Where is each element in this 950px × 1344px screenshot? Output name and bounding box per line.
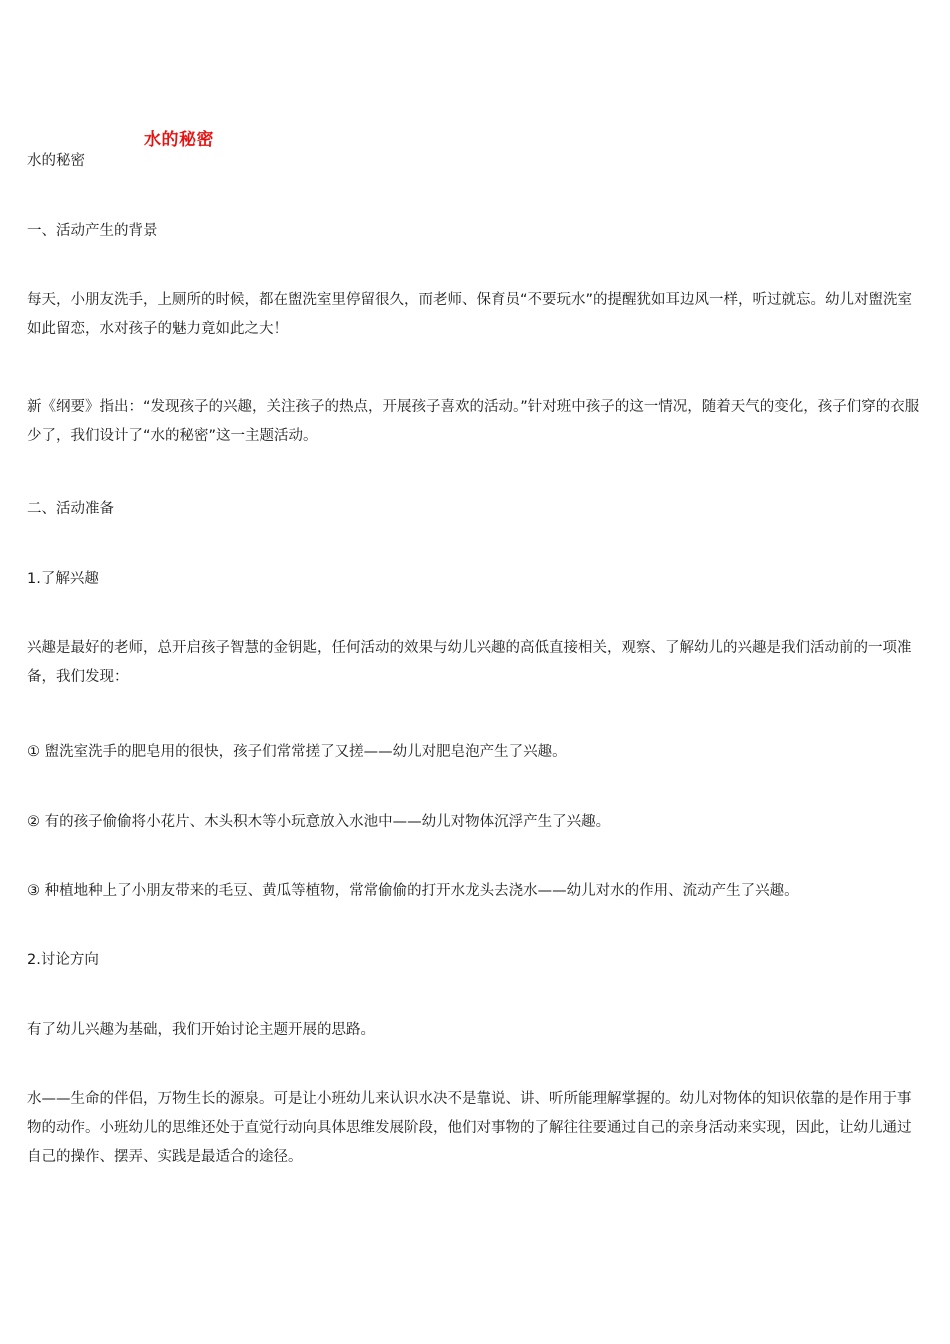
list-item: ③ 种植地种上了小朋友带来的毛豆、黄瓜等植物，常常偷偷的打开水龙头去浇水——幼儿对水的作用、流动产生了兴趣。 [27,883,799,899]
section-heading-preparation: 二、活动准备 [27,501,114,517]
document-subtitle: 水的秘密 [27,153,85,169]
section-heading-background: 一、活动产生的背景 [27,223,158,239]
paragraph-interest: 兴趣是最好的老师，总开启孩子智慧的金钥匙，任何活动的效果与幼儿兴趣的高低直接相关，观察、了解幼儿的兴趣是我们活动前的一项准备，我们发现： [27,640,912,685]
paragraph-background-1: 每天，小朋友洗手，上厕所的时候，都在盥洗室里停留很久，而老师、保育员“不要玩水”的提醒犹如耳边风一样，听过就忘。幼儿对盥洗室如此留恋，水对孩子的魅力竟如此之大！ [27,292,913,337]
list-item: ① 盥洗室洗手的肥皂用的很快，孩子们常常搓了又搓——幼儿对肥皂泡产生了兴趣。 [27,744,567,760]
paragraph-discussion-1: 有了幼儿兴趣为基础，我们开始讨论主题开展的思路。 [27,1022,375,1038]
paragraph-discussion-2: 水——生命的伴侣，万物生长的源泉。可是让小班幼儿来认识水决不是靠说、讲、听所能理解掌握的。幼儿对物体的知识依靠的是作用于事物的动作。小班幼儿的思维还处于直觉行动向具体思维发展阶段，他们对事物的了解往往要通过自己的亲身活动来实现，因此，让幼儿通过自己的操作、摆弄、实践是最适合的途径。 [27,1091,912,1165]
paragraph-background-2: 新《纲要》指出：“发现孩子的兴趣，关注孩子的热点，开展孩子喜欢的活动。”针对班中孩子的这一情况，随着天气的变化，孩子们穿的衣服少了，我们设计了“水的秘密”这一主题活动。 [27,399,920,444]
document-title: 水的秘密 [144,130,214,150]
subheading-discussion-direction: 2.讨论方向 [27,952,99,968]
subheading-understand-interest: 1.了解兴趣 [27,571,99,587]
list-item: ② 有的孩子偷偷将小花片、木头积木等小玩意放入水池中——幼儿对物体沉浮产生了兴趣。 [27,814,611,830]
